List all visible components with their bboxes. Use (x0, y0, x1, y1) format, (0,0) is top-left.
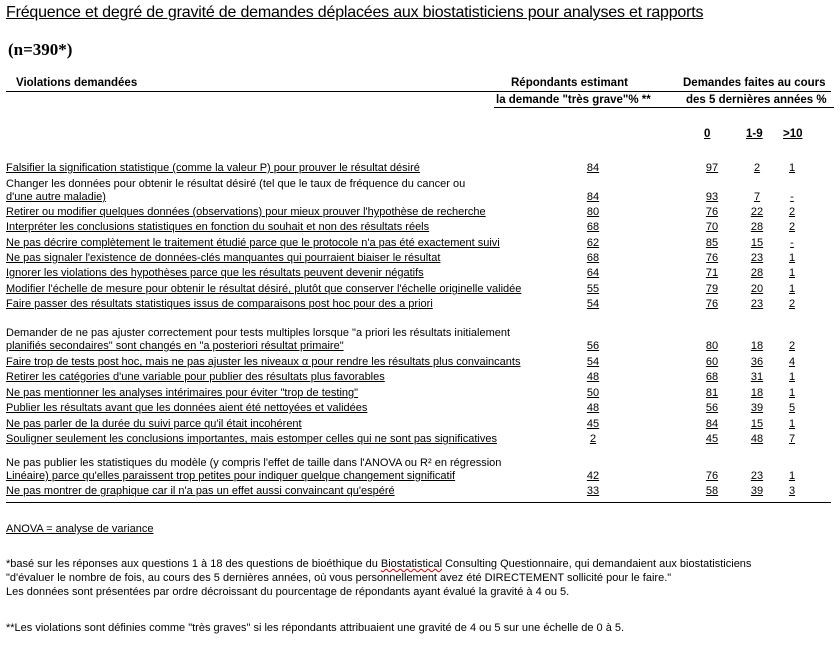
cell-severe: 84 (586, 191, 600, 203)
cell-zero: 93 (705, 191, 719, 203)
cell-zero: 71 (705, 267, 719, 279)
cell-zero: 80 (705, 340, 719, 352)
cell-mid: 28 (750, 221, 764, 233)
header-severity-line1: Répondants estimant (511, 77, 628, 89)
cell-mid: 36 (750, 356, 764, 368)
table-row (6, 402, 836, 415)
cell-high: 5 (788, 402, 796, 414)
footnote-star-line2: "d'évaluer le nombre de fois, au cours des 5 dernières années, où vous personnellement avez été DIRECTEMENT sollicité pour le faire." (6, 572, 672, 584)
violation-text: Modifier l'échelle de mesure pour obtenir le résultat désiré, plutôt que conserver l'échelle originelle validée (6, 283, 522, 295)
cell-high: 1 (788, 283, 796, 295)
header-severity-line2: la demande "très grave"% ** (496, 94, 651, 106)
table-row (6, 457, 836, 483)
violation-text: Demander de ne pas ajuster correctement pour tests multiples lorsque "a priori les résultats initialement (6, 327, 511, 339)
footnote-star-line3: Les données sont présentées par ordre décroissant du pourcentage de répondants ayant évalué la gravité à 4 ou 5. (6, 586, 570, 598)
cell-severe: 68 (586, 252, 600, 264)
cell-mid: 18 (750, 387, 764, 399)
cell-high: 2 (788, 340, 796, 352)
cell-zero: 68 (705, 371, 719, 383)
cell-high: 7 (788, 433, 796, 445)
cell-severe: 54 (586, 356, 600, 368)
cell-high: 1 (788, 252, 796, 264)
cell-zero: 56 (705, 402, 719, 414)
cell-mid: 20 (750, 283, 764, 295)
header-col-zero: 0 (704, 128, 711, 140)
table-row (6, 298, 836, 311)
cell-mid: 7 (753, 191, 761, 203)
cell-mid: 18 (750, 340, 764, 352)
cell-zero: 79 (705, 283, 719, 295)
cell-mid: 2 (753, 162, 761, 174)
cell-high: 2 (788, 206, 796, 218)
violation-text: d'une autre maladie) (6, 191, 106, 203)
cell-zero: 58 (705, 485, 719, 497)
header-col-mid: 1-9 (746, 128, 763, 140)
table-row (6, 206, 836, 219)
cell-severe: 48 (586, 402, 600, 414)
cell-zero: 60 (705, 356, 719, 368)
violation-text: Retirer les catégories d'une variable pour publier des résultats plus favorables (6, 371, 385, 383)
violation-text: Interpréter les conclusions statistiques en fonction du souhait et non des résultats réels (6, 221, 430, 233)
violation-text: Ne pas publier les statistiques du modèle (y compris l'effet de taille dans l'ANOVA ou R² en régression (6, 457, 502, 469)
violation-text: Souligner seulement les conclusions importantes, mais estomper celles qui ne sont pas significatives (6, 433, 497, 445)
cell-mid: 23 (750, 298, 764, 310)
violation-text: Retirer ou modifier quelques données (observations) pour mieux prouver l'hypothèse de recherche (6, 206, 486, 218)
cell-high: 2 (788, 298, 796, 310)
cell-zero: 76 (705, 298, 719, 310)
cell-zero: 76 (705, 470, 719, 482)
violation-text: planifiés secondaires" sont changés en "a posteriori résultat primaire" (6, 340, 344, 352)
cell-zero: 84 (705, 418, 719, 430)
cell-mid: 23 (750, 252, 764, 264)
cell-mid: 23 (750, 470, 764, 482)
table-row (6, 267, 836, 280)
violation-text: Publier les résultats avant que les données aient été nettoyées et validées (6, 402, 368, 414)
cell-severe: 42 (586, 470, 600, 482)
header-rule-top (6, 91, 831, 92)
cell-high: 1 (788, 267, 796, 279)
cell-mid: 15 (750, 237, 764, 249)
violation-text: Changer les données pour obtenir le résultat désiré (tel que le taux de fréquence du cancer ou (6, 178, 466, 190)
header-rule-bottom (494, 107, 834, 108)
cell-high: - (790, 237, 794, 249)
cell-mid: 31 (750, 371, 764, 383)
table-row (6, 371, 836, 384)
table-row (6, 356, 836, 369)
cell-high: 1 (788, 418, 796, 430)
table-row (6, 252, 836, 265)
table-row (6, 327, 836, 353)
header-requests-line1: Demandes faites au cours (683, 77, 826, 89)
cell-mid: 39 (750, 485, 764, 497)
document-title: Fréquence et degré de gravité de demandes déplacées aux biostatisticiens pour analyses et rapports (6, 4, 704, 21)
cell-mid: 28 (750, 267, 764, 279)
table-row (6, 283, 836, 296)
cell-high: 1 (788, 387, 796, 399)
footnote-star-line1: *basé sur les réponses aux questions 1 à 18 des questions de bioéthique du Biostatistical Consulting Questionnaire, qui demandaient aux biostatisticiens (6, 558, 752, 570)
cell-high: 3 (788, 485, 796, 497)
violation-text: Ne pas mentionner les analyses intérimaires pour éviter "trop de testing" (6, 387, 359, 399)
cell-severe: 48 (586, 371, 600, 383)
cell-zero: 70 (705, 221, 719, 233)
table-row (6, 485, 836, 498)
violation-text: Ne pas décrire complètement le traitement étudié parce que le protocole n'a pas été exactement suivi (6, 237, 500, 249)
cell-zero: 97 (705, 162, 719, 174)
cell-high: 2 (788, 221, 796, 233)
table-row (6, 162, 836, 175)
table-bottom-rule (6, 502, 831, 503)
cell-high: - (790, 191, 794, 203)
cell-severe: 54 (586, 298, 600, 310)
cell-severe: 2 (589, 433, 597, 445)
table-row (6, 387, 836, 400)
cell-severe: 68 (586, 221, 600, 233)
footnote-double-star: **Les violations sont définies comme "très graves" si les répondants attribuaient une gravité de 4 ou 5 sur une échelle de 0 à 5. (6, 622, 625, 634)
violation-text: Ignorer les violations des hypothèses parce que les résultats peuvent devenir négatifs (6, 267, 424, 279)
cell-high: 1 (788, 371, 796, 383)
cell-zero: 81 (705, 387, 719, 399)
cell-severe: 50 (586, 387, 600, 399)
footnote-anova: ANOVA = analyse de variance (6, 523, 154, 535)
cell-severe: 56 (586, 340, 600, 352)
header-violations: Violations demandées (16, 77, 138, 89)
cell-high: 1 (788, 470, 796, 482)
violation-text: Ne pas parler de la durée du suivi parce qu'il était incohérent (6, 418, 302, 430)
violation-text: Faire trop de tests post hoc, mais ne pas ajuster les niveaux α pour rendre les résultats plus convaincants (6, 356, 521, 368)
table-row (6, 178, 836, 204)
cell-severe: 62 (586, 237, 600, 249)
sample-size: (n=390*) (8, 40, 73, 59)
cell-zero: 76 (705, 252, 719, 264)
cell-mid: 48 (750, 433, 764, 445)
violation-text: Ne pas montrer de graphique car il n'a pas un effet aussi convaincant qu'espéré (6, 485, 395, 497)
table-row (6, 433, 836, 446)
violation-text: Falsifier la signification statistique (comme la valeur P) pour prouver le résultat désiré (6, 162, 420, 174)
cell-mid: 22 (750, 206, 764, 218)
header-col-high: >10 (783, 128, 803, 140)
cell-severe: 64 (586, 267, 600, 279)
cell-mid: 15 (750, 418, 764, 430)
cell-severe: 55 (586, 283, 600, 295)
cell-high: 4 (788, 356, 796, 368)
table-row (6, 418, 836, 431)
table-row (6, 237, 836, 250)
cell-severe: 84 (586, 162, 600, 174)
violation-text: Linéaire) parce qu'elles paraissent trop petites pour indiquer quelque changement significatif (6, 470, 456, 482)
violation-text: Faire passer des résultats statistiques issus de comparaisons post hoc pour des a priori (6, 298, 433, 310)
cell-high: 1 (788, 162, 796, 174)
table-row (6, 221, 836, 234)
cell-mid: 39 (750, 402, 764, 414)
violation-text: Ne pas signaler l'existence de données-clés manquantes qui pourraient biaiser le résultat (6, 252, 441, 264)
cell-zero: 45 (705, 433, 719, 445)
cell-zero: 85 (705, 237, 719, 249)
cell-zero: 76 (705, 206, 719, 218)
cell-severe: 33 (586, 485, 600, 497)
cell-severe: 80 (586, 206, 600, 218)
header-requests-line2: des 5 dernières années % (686, 94, 827, 106)
cell-severe: 45 (586, 418, 600, 430)
